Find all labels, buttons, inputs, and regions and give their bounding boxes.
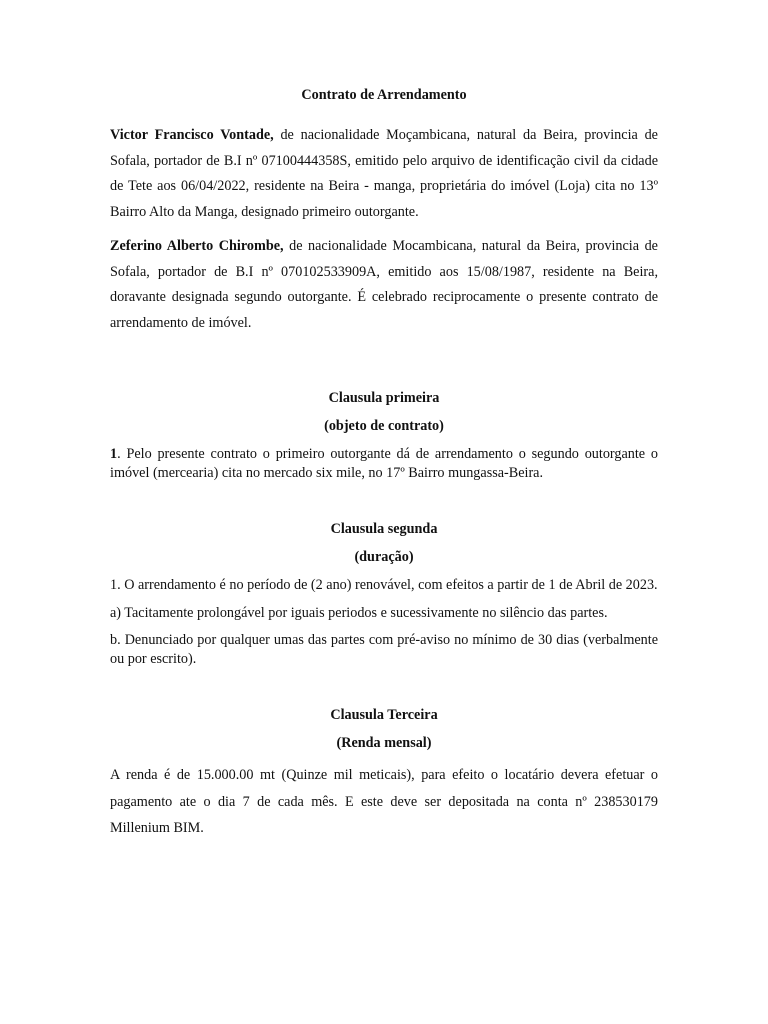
clause2-item-1: 1. O arrendamento é no período de (2 ano) renovável, com efeitos a partir de 1 de Abril de 2023. (110, 577, 658, 593)
party-b-paragraph (110, 234, 658, 336)
clause2-item-a: a) Tacitamente prolongável por iguais periodos e sucessivamente no silêncio das partes. (110, 604, 608, 621)
clause3-text: A renda é de 15.000.00 mt (Quinze mil meticais), para efeito o locatário devera efetuar o pagamento ate o dia 7 de cada mês. E este deve ser depositada na conta nº 238530179 Millenium BIM. (110, 767, 658, 836)
clause3-heading: Clausula Terceira (330, 707, 438, 723)
party-a-name: Victor Francisco Vontade, (110, 127, 274, 143)
party-b-name: Zeferino Alberto Chirombe, (110, 238, 284, 254)
clause3-subheading: (Renda mensal) (336, 735, 432, 751)
clause2-subheading: (duração) (354, 549, 414, 565)
party-a-text: de nacionalidade Moçambicana, natural da Beira, provincia de Sofala, portador de B.I nº 07100444358S, emitido pelo arquivo de identificação civil da cidade de Tete aos 06/04/2022, residente na Beira - manga, proprietária do imóvel (Loja) cita no 13º Bairro Alto da Manga, designado primeiro outorgante. (110, 127, 658, 220)
clause1-item-number: 1 (110, 446, 118, 462)
clause1-heading: Clausula primeira (328, 390, 440, 406)
clause1-subheading: (objeto de contrato) (324, 418, 444, 434)
party-a-paragraph (110, 123, 658, 225)
clause2-heading: Clausula segunda (330, 521, 438, 537)
document-title: Contrato de Arrendamento (301, 87, 467, 103)
clause2-item-b: b. Denunciado por qualquer umas das partes com pré-aviso no mínimo de 30 dias (verbalmente ou por escrito). (110, 632, 658, 667)
clause1-item-text: . Pelo presente contrato o primeiro outorgante dá de arrendamento o segundo outorgante o imóvel (mercearia) cita no mercado six mile, no 17º Bairro mungassa-Beira. (110, 446, 658, 481)
party-b-text: de nacionalidade Mocambicana, natural da Beira, provincia de Sofala, portador de B.I nº 070102533909A, emitido aos 15/08/1987, residente na Beira, doravante designada segundo outorgante. É celebrado reciprocamente o presente contrato de arrendamento de imóvel. (110, 238, 658, 331)
clause1-item (110, 445, 658, 482)
